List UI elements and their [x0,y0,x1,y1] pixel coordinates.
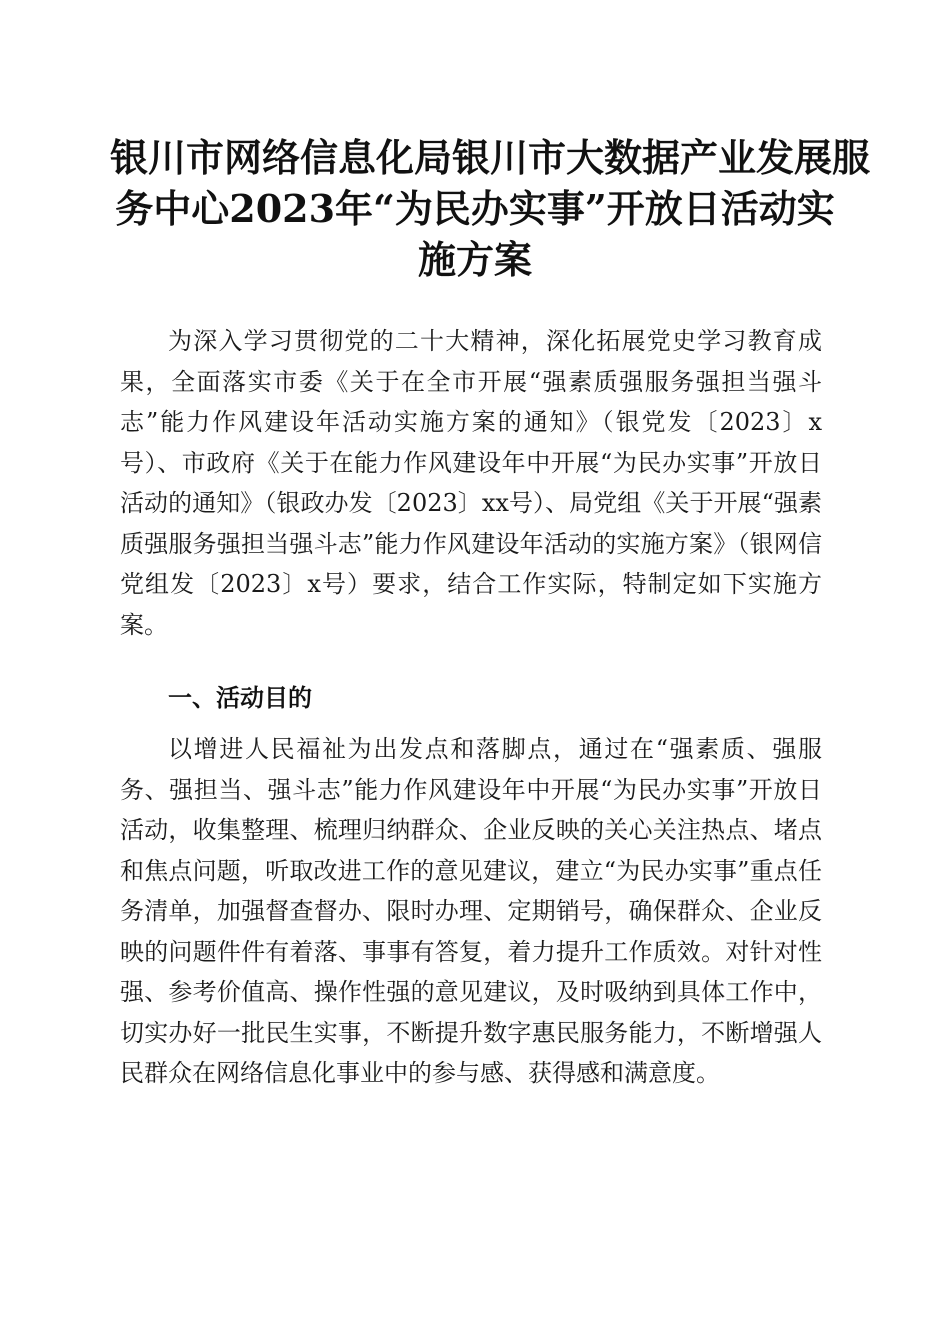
activity-purpose-paragraph: 以增进人民福祉为出发点和落脚点，通过在“强素质、强服务、强担当、强斗志”能力作风建设年中开展“为民办实事”开放日活动，收集整理、梳理归纳群众、企业反映的关心关注热点、堵点和焦点问题，听取改进工作的意见建议，建立“为民办实事”重点任务清单，加强督查督办、限时办理、定期销号，确保群众、企业反映的问题件件有着落、事事有答复，着力提升工作质效。对针对性强、参考价值高、操作性强的意见建议，及时吸纳到具体工作中，切实办好一批民生实事，不断提升数字惠民服务能力，不断增强人民群众在网络信息化事业中的参与感、获得感和满意度。 [120,735,822,1087]
title-line-2: 务中心2023年“为民办实事”开放日活动实 [115,186,835,231]
title-line-1: 银川市网络信息化局银川市大数据产业发展服 [110,135,871,180]
intro-paragraph: 为深入学习贯彻党的二十大精神，深化拓展党史学习教育成果，全面落实市委《关于在全市开展“强素质强服务强担当强斗志”能力作风建设年活动实施方案的通知》（银党发〔2023〕x号）、市政府《关于在能力作风建设年中开展“为民办实事”开放日活动的通知》（银政办发〔2023〕xx号）、局党组《关于开展“强素质强服务强担当强斗志”能力作风建设年活动的实施方案》（银网信党组发〔2023〕x号）要求，结合工作实际，特制定如下实施方案。 [120,327,822,639]
title-line-3: 施方案 [417,237,532,282]
document-title [110,132,871,285]
section-heading-activity-purpose: 一、活动目的 [168,684,312,712]
